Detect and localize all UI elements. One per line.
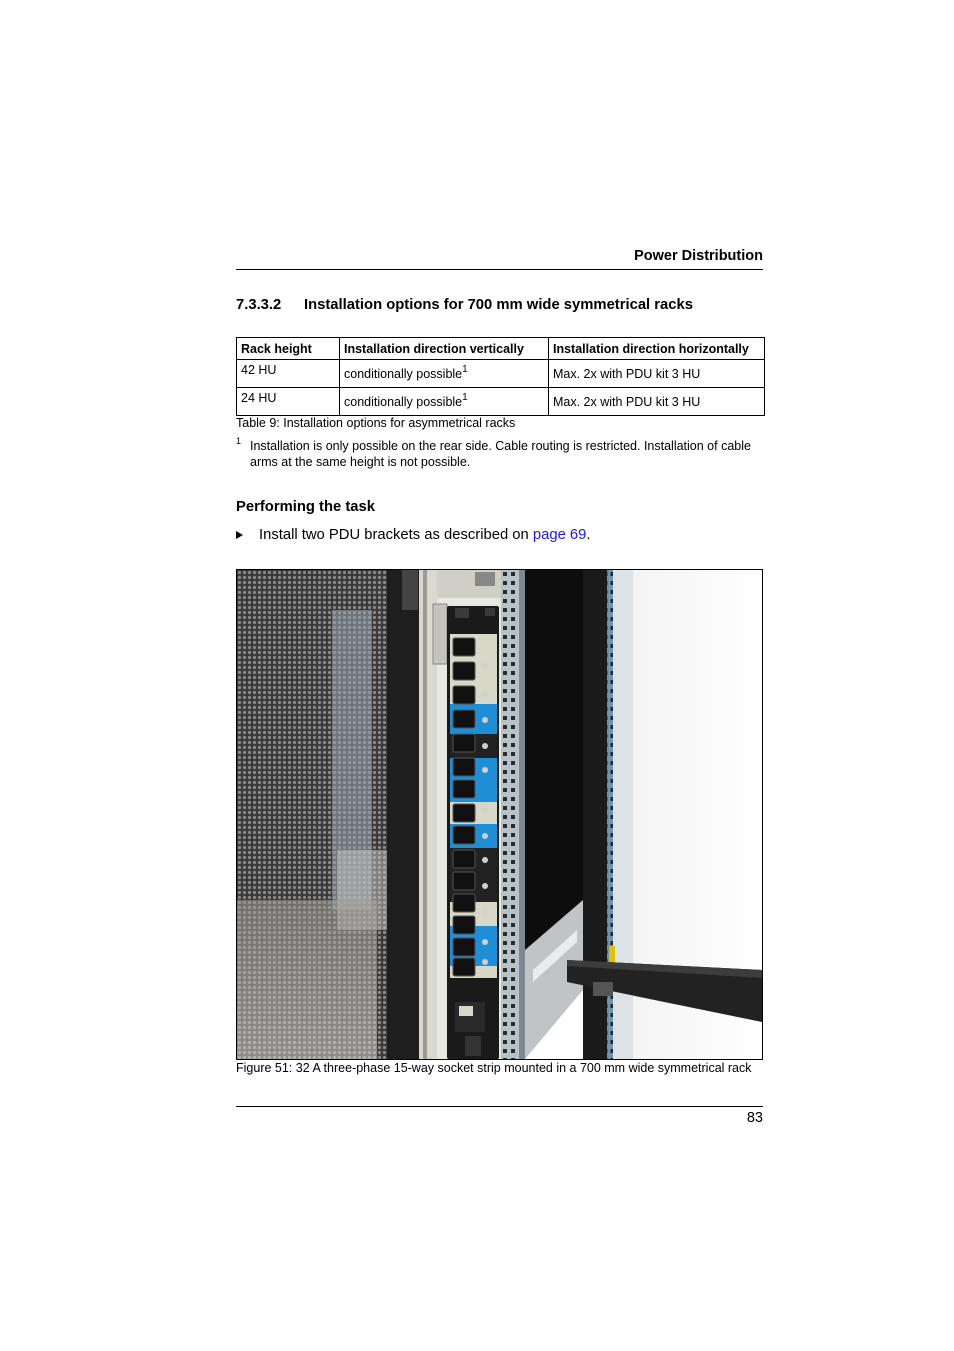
cell-horizontal: Max. 2x with PDU kit 3 HU (549, 388, 765, 416)
installation-options-table (236, 337, 765, 416)
section-number: 7.3.3.2 (236, 297, 282, 313)
column-header-horizontal: Installation direction horizontally (549, 338, 765, 360)
cell-vertical-text: conditionally possible (344, 366, 463, 381)
step-suffix: . (586, 527, 591, 543)
page-number: 83 (746, 1110, 763, 1126)
table-row (237, 360, 765, 388)
running-header: Power Distribution (634, 248, 763, 264)
table-caption: Table 9: Installation options for asymmetrical racks (236, 416, 516, 430)
footnote-text: Installation is only possible on the rear side. Cable routing is restricted. Installation of cable arms at the same height is not possible. (250, 439, 751, 469)
footnote-mark: 1 (236, 436, 242, 446)
task-heading: Performing the task (236, 499, 375, 515)
cell-rack-height: 42 HU (237, 360, 340, 388)
step-arrow-icon (236, 531, 243, 539)
cell-vertical (340, 360, 549, 388)
step-text: Install two PDU brackets as described on (259, 527, 533, 543)
footnote-reference: 1 (462, 363, 468, 375)
cell-vertical-text: conditionally possible (344, 394, 463, 409)
figure-caption: Figure 51: 32 A three-phase 15-way socket strip mounted in a 700 mm wide symmetrical rack (236, 1061, 752, 1075)
section-title: Installation options for 700 mm wide symmetrical racks (304, 297, 693, 313)
page-link[interactable]: page 69 (532, 527, 587, 543)
task-step (259, 527, 591, 543)
cell-vertical (340, 388, 549, 416)
pdu-rack-photo (237, 570, 762, 1059)
section-heading (236, 297, 693, 313)
header-rule (236, 269, 763, 270)
figure-photo (236, 569, 763, 1060)
footer-rule (236, 1106, 763, 1107)
cell-horizontal: Max. 2x with PDU kit 3 HU (549, 360, 765, 388)
column-header-vertical: Installation direction vertically (340, 338, 549, 360)
table-row (237, 388, 765, 416)
column-header-rack-height: Rack height (237, 338, 340, 360)
table-header-row (237, 338, 765, 360)
cell-rack-height: 24 HU (237, 388, 340, 416)
footnote-reference: 1 (462, 391, 468, 403)
